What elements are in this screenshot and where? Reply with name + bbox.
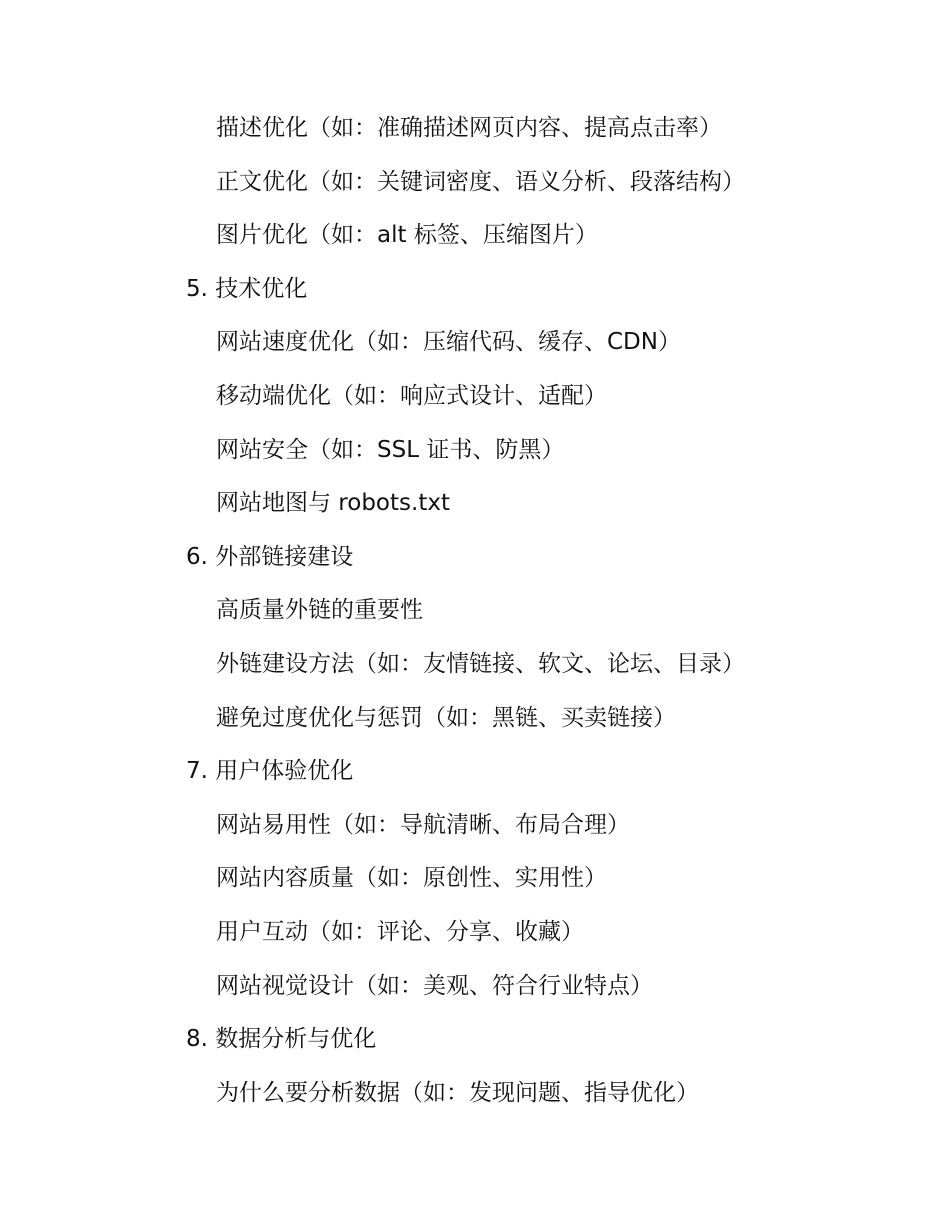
section-heading-7: 7. 用户体验优化 xyxy=(186,758,354,785)
subitem-description-optimization: 描述优化（如：准确描述网页内容、提高点击率） xyxy=(216,115,722,141)
subitem-why-analyze-data: 为什么要分析数据（如：发现问题、指导优化） xyxy=(216,1079,699,1106)
subitem-avoid-penalty: 避免过度优化与惩罚（如：黑链、买卖链接） xyxy=(216,704,676,731)
subitem-mobile-optimization: 移动端优化（如：响应式设计、适配） xyxy=(216,382,607,409)
outline-list xyxy=(0,102,950,1120)
subitem-backlink-importance: 高质量外链的重要性 xyxy=(216,597,423,624)
subitem-usability: 网站易用性（如：导航清晰、布局合理） xyxy=(216,811,630,838)
section-heading-8: 8. 数据分析与优化 xyxy=(186,1026,377,1053)
subitem-backlink-methods: 外链建设方法（如：友情链接、软文、论坛、目录） xyxy=(216,650,745,677)
subitem-site-speed: 网站速度优化（如：压缩代码、缓存、CDN） xyxy=(216,329,681,356)
section-heading-5: 5. 技术优化 xyxy=(186,275,308,302)
section-heading-6: 6. 外部链接建设 xyxy=(186,543,354,570)
subitem-user-interaction: 用户互动（如：评论、分享、收藏） xyxy=(216,918,584,945)
subitem-body-optimization: 正文优化（如：关键词密度、语义分析、段落结构） xyxy=(216,168,745,195)
subitem-content-quality: 网站内容质量（如：原创性、实用性） xyxy=(216,865,607,892)
subitem-sitemap-robots: 网站地图与 robots.txt xyxy=(216,490,450,517)
subitem-image-optimization: 图片优化（如：alt 标签、压缩图片） xyxy=(216,222,598,249)
subitem-site-security: 网站安全（如：SSL 证书、防黑） xyxy=(216,436,565,463)
subitem-visual-design: 网站视觉设计（如：美观、符合行业特点） xyxy=(216,972,653,999)
